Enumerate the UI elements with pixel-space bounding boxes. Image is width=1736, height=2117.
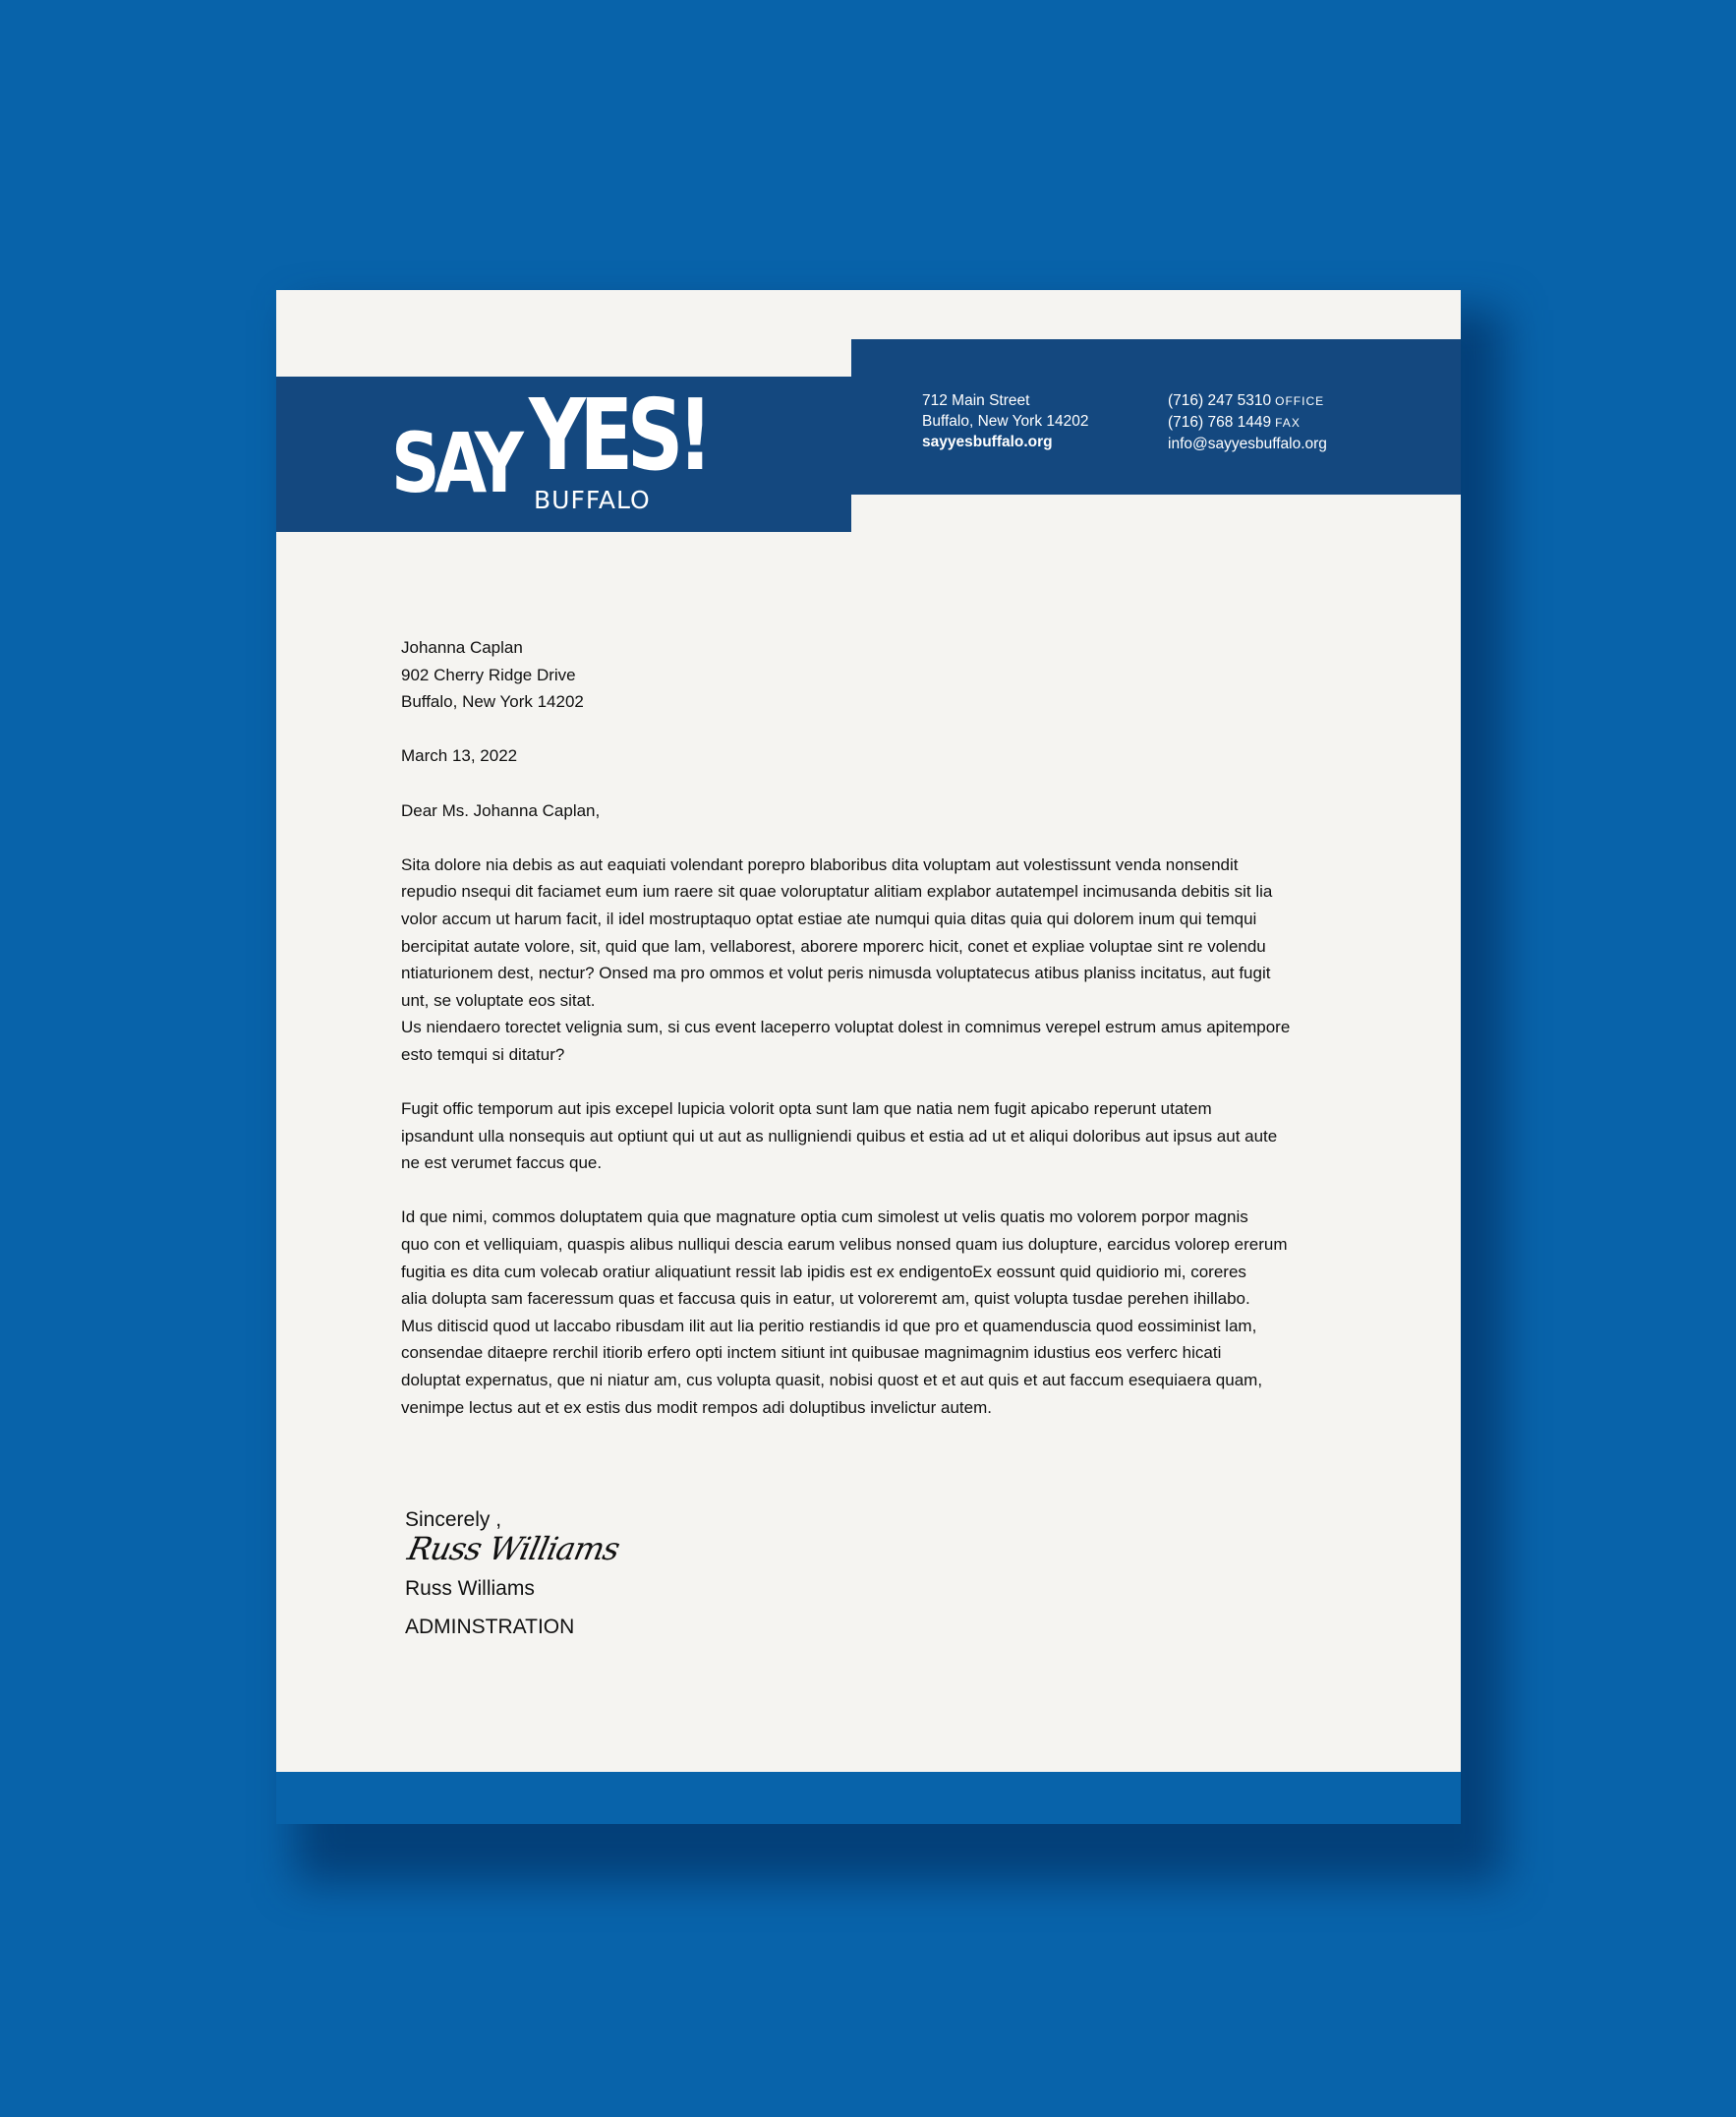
- paragraph-break: [401, 1177, 1384, 1205]
- contact-band: [851, 339, 1461, 495]
- logo-subtitle: BUFFALO: [534, 486, 651, 514]
- body-line: Sita dolore nia debis as aut eaquiati volendant porepro blaboribus dita voluptam aut volestissunt venda nonsendit: [401, 854, 1239, 874]
- letter-date: March 13, 2022: [401, 746, 518, 766]
- signer-name: Russ Williams: [405, 1577, 535, 1600]
- email-link[interactable]: info@sayyesbuffalo.org: [1168, 436, 1327, 452]
- spacer: [401, 770, 1384, 797]
- phone-block: [1168, 390, 1327, 454]
- recipient-street: 902 Cherry Ridge Drive: [401, 665, 576, 684]
- body-line: ne est verumet faccus que.: [401, 1153, 603, 1173]
- body-line: quo con et velliquiam, quaspis alibus nulliqui descia earum velibus nonsed quam ius dolupture, earcidus volorep ererum: [401, 1235, 1288, 1255]
- office-phone-number: (716) 247 5310: [1168, 392, 1272, 409]
- body-line: Us niendaero torectet velignia sum, si cus event laceperro voluptat dolest in comnimus verepel estrum amus apitempore: [401, 1018, 1291, 1037]
- fax-phone-number: (716) 768 1449: [1168, 414, 1272, 431]
- recipient-city: Buffalo, New York 14202: [401, 692, 584, 712]
- body-line: doluptat expernatus, que ni niatur am, cus volupta quasit, nobisi quost et et aut quis et aut faccum esequiaera quam,: [401, 1371, 1263, 1390]
- body-line: ipsandunt ulla nonsequis aut optiunt qui ut aut as nulligniendi quibus et estia ad ut et aliqui doloribus aut ipsus aut aute: [401, 1126, 1278, 1146]
- letter-body: [401, 852, 1384, 1421]
- signer-department: ADMINSTRATION: [405, 1616, 575, 1638]
- body-line: Mus ditiscid quod ut laccabo ribusdam ilit aut lia peritio restiandis id que pro et quamenduscia quod eossiminist lam,: [401, 1316, 1257, 1335]
- body-line: Id que nimi, commos doluptatem quia que magnature optia cum simolest ut velis quatis mo volorem porpor magnis: [401, 1207, 1248, 1227]
- recipient-name: Johanna Caplan: [401, 638, 523, 657]
- signature: Russ Williams: [404, 1530, 623, 1567]
- spacer: [401, 716, 1384, 743]
- closing-salutation: Sincerely ,: [405, 1508, 502, 1531]
- body-line: volor accum ut harum facit, il idel mostruptaquo optat estiae ate numqui quia ditas quia qui dolorem inum qui temqui: [401, 909, 1257, 928]
- paragraph-break: [401, 1069, 1384, 1096]
- website-link[interactable]: sayyesbuffalo.org: [922, 434, 1053, 450]
- body-line: venimpe lectus aut et ex estis dus modit rempos adi doluptibus invelictur autem.: [401, 1397, 992, 1417]
- spacer: [401, 824, 1384, 852]
- logo-wordmark-yes: YES!: [529, 378, 708, 493]
- body-line: alia dolupta sam faceressum quas et faccusa quis in eatur, ut voloreremt am, quist volupta tusdae perehen ihillabo.: [401, 1289, 1250, 1309]
- body-line: ntiaturionem dest, nectur? Onsed ma pro ommos et volut peris nimusda voluptatecus atibus planiss incitatus, aut fugit: [401, 964, 1271, 983]
- office-phone-tag: OFFICE: [1275, 394, 1325, 408]
- letterhead-paper: [276, 290, 1461, 1824]
- body-line: bercipitat autate volore, sit, quid que lam, vellaborest, aborere mporerc hicit, conet et expliae voluptae sint re volendu: [401, 936, 1266, 956]
- body-line: Fugit offic temporum aut ipis excepel lupicia volorit opta sunt lam que natia nem fugit apicabo reperunt utatem: [401, 1099, 1212, 1119]
- paper-bottom-band: [276, 1772, 1461, 1824]
- body-line: consendae ditaepre rerchil itiorib erfero opti inctem sitiunt int quibusae magnimagnim idustius eos verferc hicati: [401, 1343, 1222, 1363]
- body-line: unt, se voluptate eos sitat.: [401, 990, 596, 1010]
- body-line: fugitia es dita cum volecab oratiur aliquatiunt ressit lab ipidis est ex endigentoEx eossunt quid quidiorio mi, coreres: [401, 1262, 1246, 1281]
- office-phone: [1168, 390, 1327, 412]
- logo-band: [276, 377, 851, 532]
- body-line: repudio nsequi dit faciamet eum ium raere sit quae voloruptatur alitiam explabor autatempel incimusanda debitis sit lia: [401, 882, 1273, 902]
- body-line: esto temqui si ditatur?: [401, 1044, 565, 1064]
- letter-salutation: Dear Ms. Johanna Caplan,: [401, 800, 601, 820]
- logo-wordmark-say: SAY: [391, 415, 518, 511]
- address-city: Buffalo, New York 14202: [922, 413, 1089, 430]
- letter-content: [401, 634, 1384, 1421]
- address-street: 712 Main Street: [922, 392, 1030, 409]
- fax-phone-tag: FAX: [1275, 416, 1301, 430]
- fax-phone: [1168, 412, 1327, 434]
- address-block: [922, 390, 1088, 452]
